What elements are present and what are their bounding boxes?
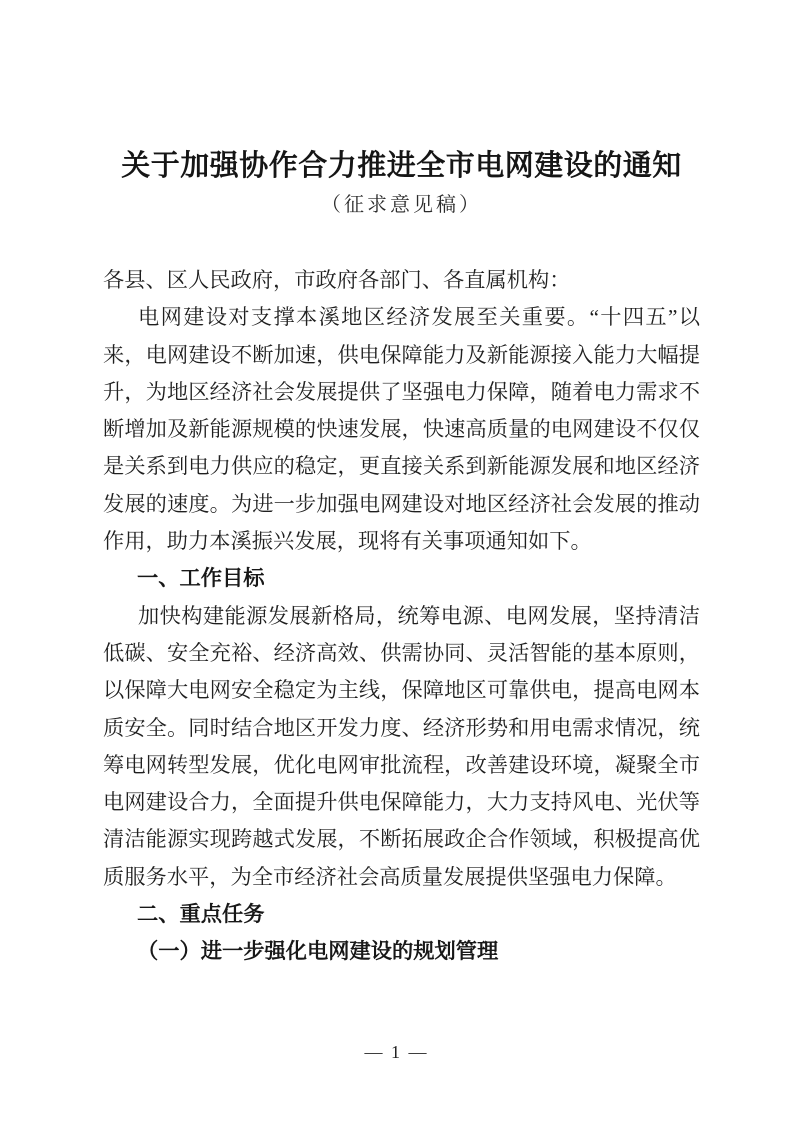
title-block: [103, 146, 700, 220]
paragraph-work-goals: 加快构建能源发展新格局，统筹电源、电网发展，坚持清洁低碳、安全充裕、经济高效、供需协同、灵活智能的基本原则，以保障大电网安全稳定为主线，保障地区可靠供电，提高电网本质安全。同时结合地区开发力度、经济形势和用电需求情况，统筹电网转型发展，优化电网审批流程，改善建设环境，凝聚全市电网建设合力，全面提升供电保障能力，大力支持风电、光伏等清洁能源实现跨越式发展，不断拓展政企合作领域，积极提高优质服务水平，为全市经济社会高质量发展提供坚强电力保障。: [103, 603, 700, 889]
subsection-heading-planning-management: （一）进一步强化电网建设的规划管理: [137, 939, 499, 964]
document-body: [103, 262, 700, 971]
section-heading-key-tasks: 二、重点任务: [137, 902, 265, 927]
page-number: — 1 —: [364, 1042, 429, 1062]
salutation-line: 各县、区人民政府，市政府各部门、各直属机构：: [103, 268, 571, 292]
section-heading-work-goals: 一、工作目标: [137, 566, 265, 591]
document-title: 关于加强协作合力推进全市电网建设的通知: [121, 150, 682, 182]
paragraph-introduction: 电网建设对支撑本溪地区经济发展至关重要。“十四五”以来，电网建设不断加速，供电保障能力及新能源接入能力大幅提升，为地区经济社会发展提供了坚强电力保障，随着电力需求不断增加及新能源规模的快速发展，快速高质量的电网建设不仅仅是关系到电力供应的稳定，更直接关系到新能源发展和地区经济发展的速度。为进一步加强电网建设对地区经济社会发展的推动作用，助力本溪振兴发展，现将有关事项通知如下。: [103, 305, 700, 554]
document-subtitle: （征求意见稿）: [321, 194, 482, 216]
